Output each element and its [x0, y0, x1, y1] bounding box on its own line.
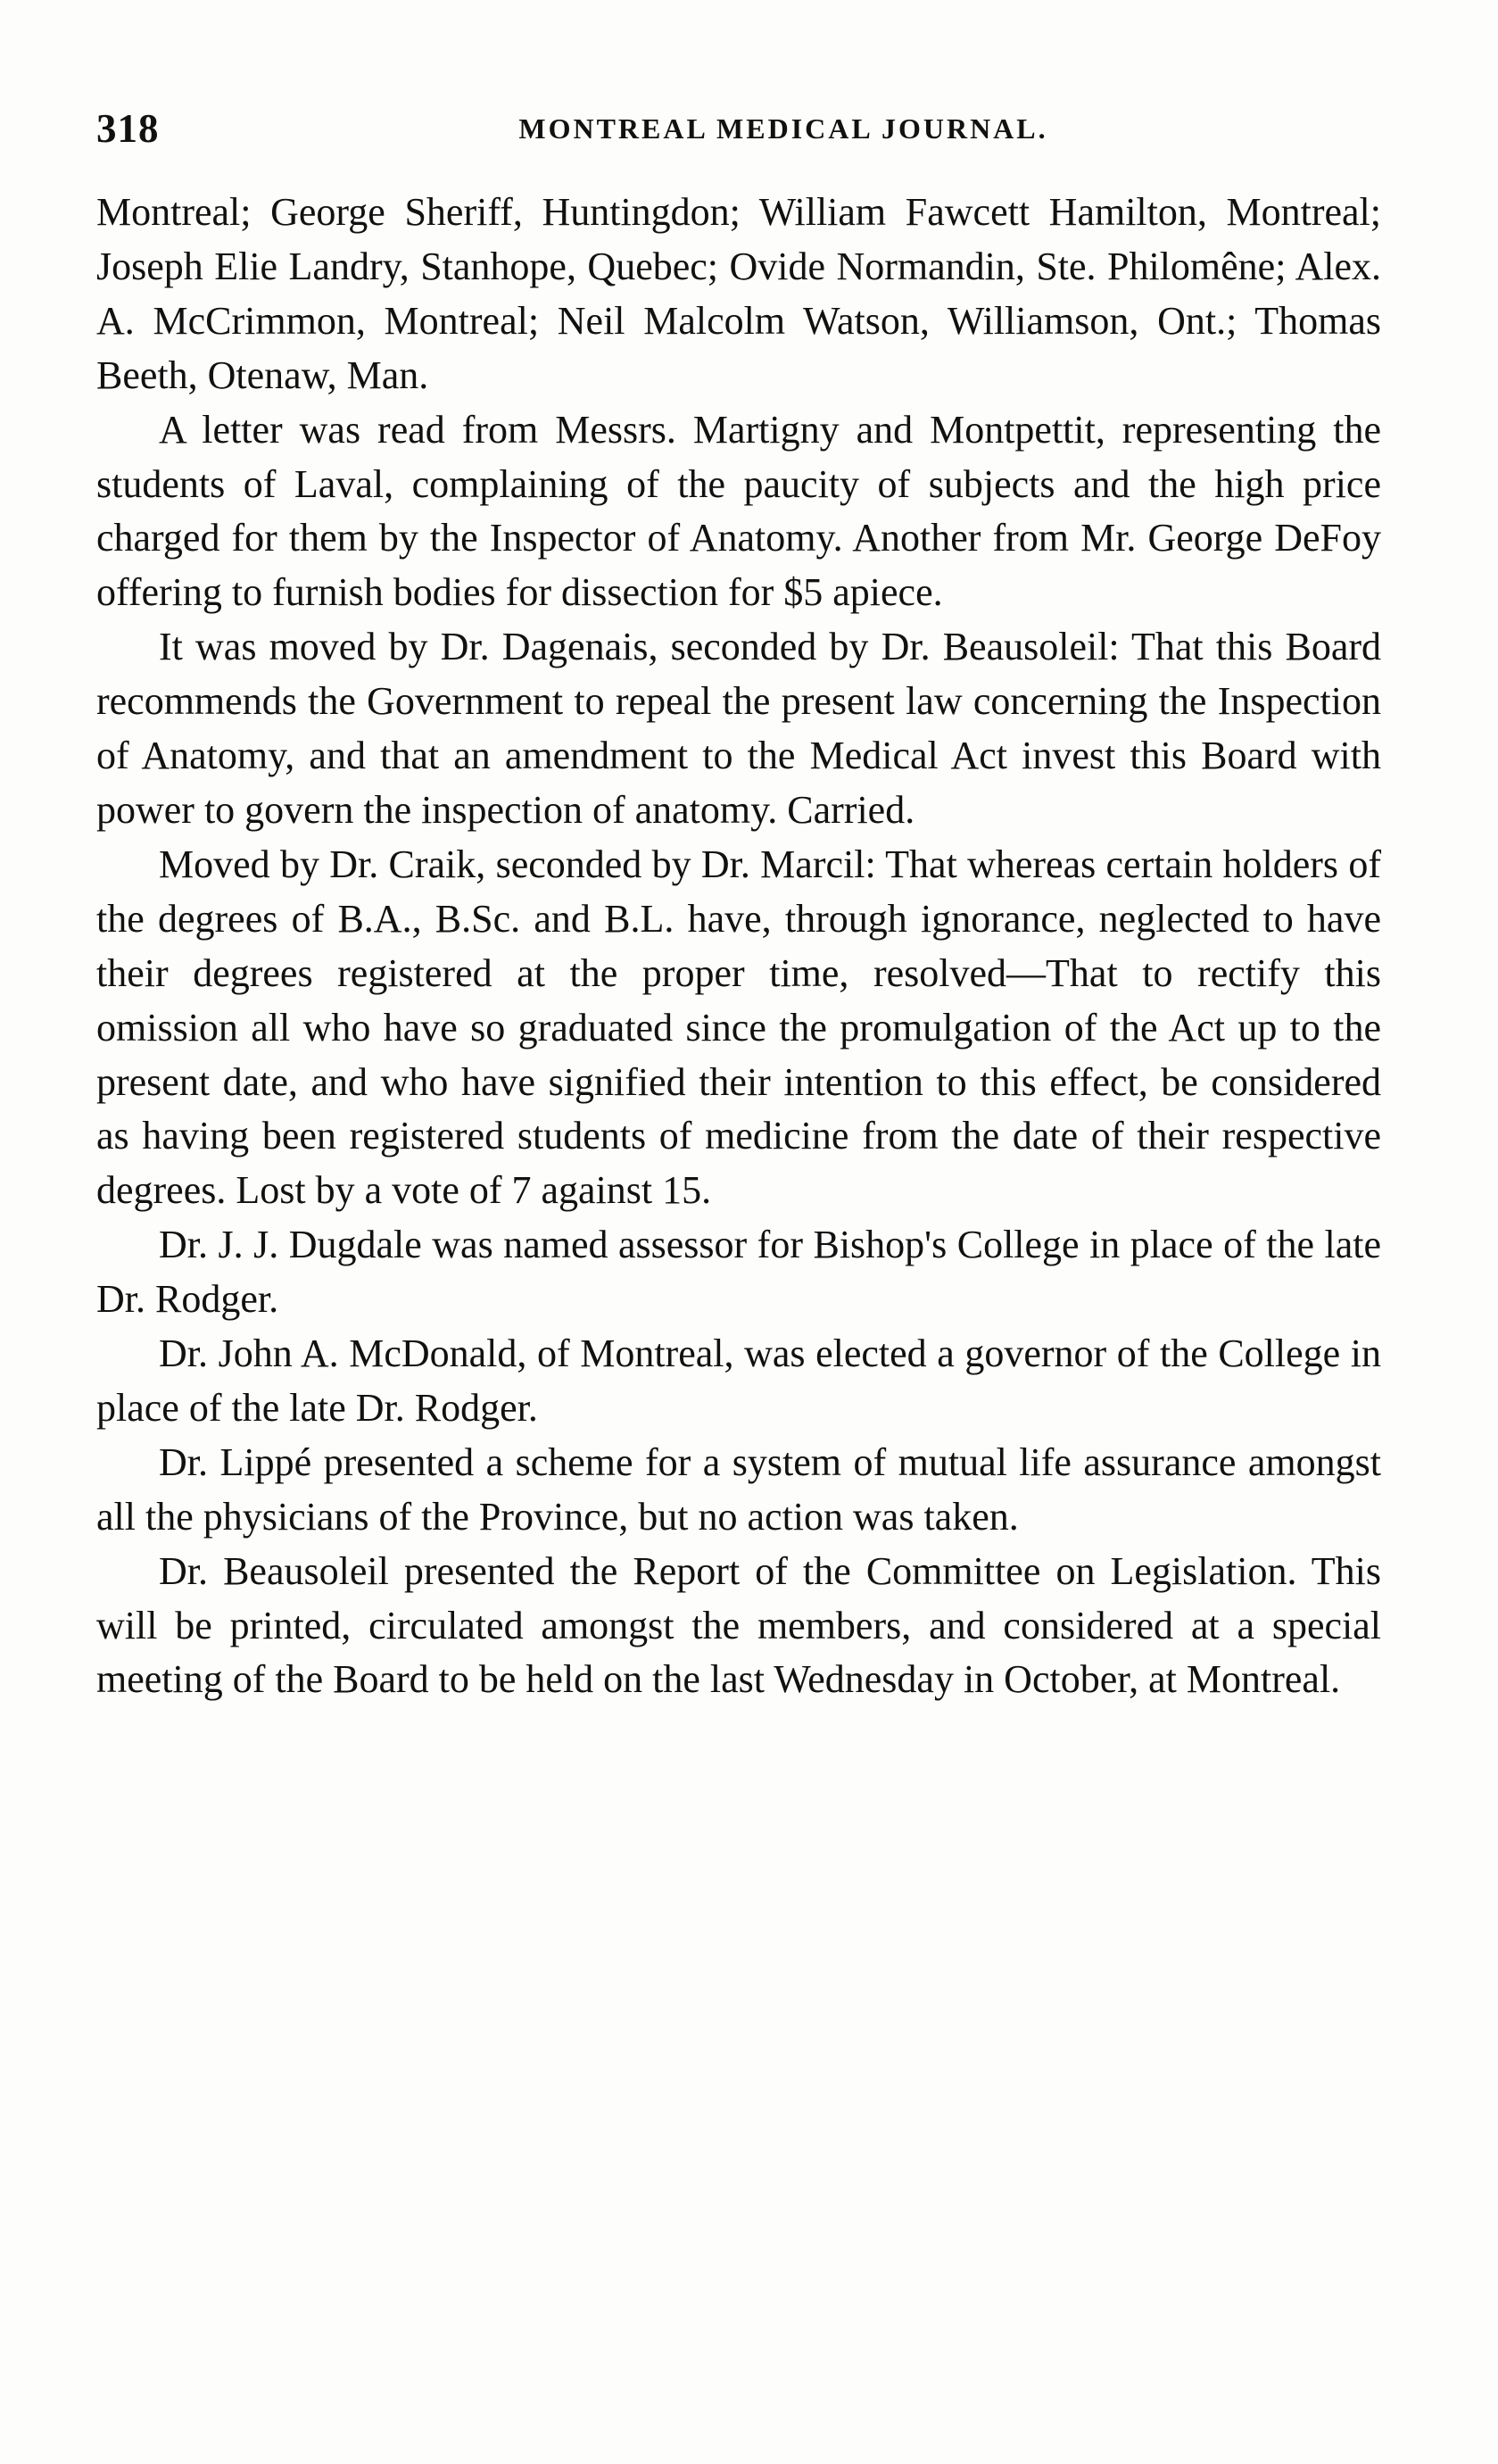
body-text [96, 186, 1381, 1707]
paragraph-motion-degrees: Moved by Dr. Craik, seconded by Dr. Marcil: That whereas certain holders of the degrees of B.A., B.Sc. and B.L. have, through ignorance, neglected to have their degrees registered at the proper time, resolved—That to rectify this omission all who have so graduated since the promulgation of the Act up to the present date, and who have signified their intention to this effect, be considered as having been registered students of medicine from the date of their respective degrees. Lost by a vote of 7 against 15. [96, 842, 1381, 1213]
paragraph-motion-anatomy: It was moved by Dr. Dagenais, seconded by Dr. Beausoleil: That this Board recommends the Government to repeal the present law concerning the Inspection of Anatomy, and that an amendment to the Medical Act invest this Board with power to govern the inspection of anatomy. Carried. [96, 625, 1381, 832]
paragraph-graduates-list: Montreal; George Sheriff, Huntingdon; William Fawcett Hamilton, Montreal; Joseph Elie Landry, Stanhope, Quebec; Ovide Normandin, Ste. Philomêne; Alex. A. McCrimmon, Montreal; Neil Malcolm Watson, Williamson, Ont.; Thomas Beeth, Otenaw, Man. [96, 190, 1381, 397]
page-number: 318 [96, 106, 160, 151]
page-header [96, 105, 1381, 159]
running-head: MONTREAL MEDICAL JOURNAL. [518, 112, 1048, 145]
paragraph-life-assurance: Dr. Lippé presented a scheme for a system of mutual life assurance amongst all the physicians of the Province, but no action was taken. [96, 1439, 1381, 1539]
paragraph-assessor-bishops: Dr. J. J. Dugdale was named assessor for Bishop's College in place of the late Dr. Rodger. [96, 1223, 1381, 1322]
paragraph-letter-laval: A letter was read from Messrs. Martigny and Montpettit, representing the students of Laval, complaining of the paucity of subjects and the high price charged for them by the Inspector of Anatomy. Another from Mr. George DeFoy offering to furnish bodies for dissection for $5 apiece. [96, 407, 1381, 615]
paragraph-governor-election: Dr. John A. McDonald, of Montreal, was elected a governor of the College in place of the late Dr. Rodger. [96, 1332, 1381, 1430]
paragraph-legislation-report: Dr. Beausoleil presented the Report of the Committee on Legislation. This will be printed, circulated amongst the members, and considered at a special meeting of the Board to be held on the last Wednesday in October, at Montreal. [96, 1548, 1381, 1702]
